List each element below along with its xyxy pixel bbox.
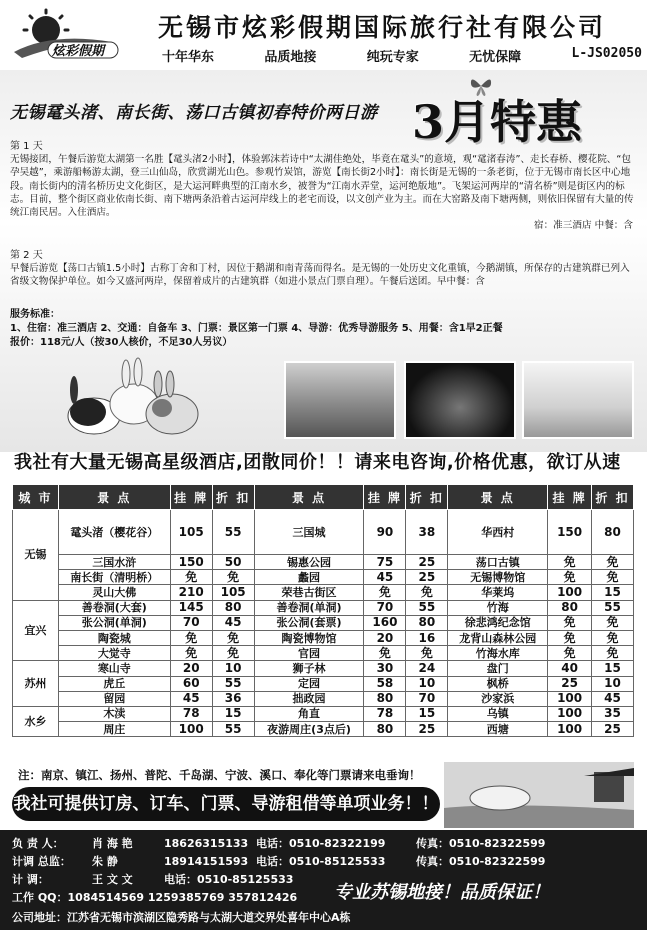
list-price-cell: 30: [364, 661, 406, 676]
list-price-cell: 45: [364, 570, 406, 585]
spot-cell: 荡口古镇: [448, 555, 548, 570]
discount-price-cell: 55: [592, 600, 634, 615]
spot-cell: 张公洞(单洞): [58, 615, 170, 630]
discount-price-cell: 25: [592, 722, 634, 737]
day2-text: 早餐后游览【荡口古镇1.5小时】古称丁舍和丁村，因位于鹅湖和南青荡而得名。是无锡的一处历史文化重镇，今鹅湖镇，所保存的古建筑群已列入省级文物保护单位。如今又盛河两岸，保留着成片的古建筑群（如进小景点门票自理）。午餐后送团。早中餐：含: [10, 263, 630, 288]
list-price-cell: 80: [364, 691, 406, 706]
spot-cell: 锡惠公园: [254, 555, 364, 570]
city-cell: 水乡: [13, 706, 59, 736]
spot-cell: 张公洞(套票): [254, 615, 364, 630]
list-price-cell: 100: [548, 706, 592, 721]
discount-price-cell: 16: [406, 630, 448, 645]
discount-price-cell: 免: [212, 570, 254, 585]
table-header-row: [13, 485, 634, 510]
footer-slogan: 专业苏锡地接！品质保证！: [334, 882, 550, 903]
list-price-cell: 90: [364, 510, 406, 555]
discount-price-cell: 10: [592, 676, 634, 691]
list-price-cell: 145: [170, 600, 212, 615]
contact-row-2: [12, 853, 545, 869]
table-row: [13, 676, 634, 691]
note-text: 注：南京、镇江、扬州、普陀、千岛湖、宁波、溪口、奉化等门票请来电垂询！: [18, 768, 421, 782]
list-price-cell: 免: [364, 585, 406, 600]
contact-mobile: 18626315133: [164, 837, 249, 850]
ticket-price-table: [12, 484, 634, 737]
spot-cell: 大觉寺: [58, 646, 170, 661]
spot-cell: 角直: [254, 706, 364, 721]
list-price-cell: 免: [548, 615, 592, 630]
list-price-cell: 100: [548, 585, 592, 600]
discount-price-cell: 55: [212, 676, 254, 691]
spot-cell: 木渎: [58, 706, 170, 721]
list-price-cell: 免: [170, 630, 212, 645]
list-price-cell: 免: [364, 646, 406, 661]
discount-price-cell: 免: [592, 630, 634, 645]
discount-price-cell: 50: [212, 555, 254, 570]
discount-price-cell: 10: [212, 661, 254, 676]
col-list-2: 挂 牌: [364, 485, 406, 510]
discount-price-cell: 25: [406, 570, 448, 585]
company-name: 无锡市炫彩假期国际旅行社有限公司: [158, 13, 607, 42]
contact-tel: 电话：0510-85125533: [256, 855, 386, 868]
discount-price-cell: 免: [592, 646, 634, 661]
list-price-cell: 60: [170, 676, 212, 691]
discount-price-cell: 免: [592, 570, 634, 585]
contact-label: 计 调：: [12, 873, 49, 886]
spot-cell: 竹海: [448, 600, 548, 615]
spot-cell: 华莱坞: [448, 585, 548, 600]
spot-cell: 夜游周庄(3点后): [254, 722, 364, 737]
discount-price-cell: 36: [212, 691, 254, 706]
discount-price-cell: 35: [592, 706, 634, 721]
discount-price-cell: 55: [212, 510, 254, 555]
table-row: [13, 722, 634, 737]
contact-name: 王 文 文: [92, 873, 133, 886]
contact-tel: 电话：0510-82322199: [256, 837, 386, 850]
city-cell: 无锡: [13, 510, 59, 601]
spot-cell: 西塘: [448, 722, 548, 737]
day1-footer: 宿：准三酒店 中餐：含: [534, 220, 633, 232]
spot-cell: 鼋头渚（樱花谷）: [58, 510, 170, 555]
header: [0, 0, 647, 70]
discount-price-cell: 80: [406, 615, 448, 630]
table-row: [13, 510, 634, 555]
spot-cell: 徐悲鸿纪念馆: [448, 615, 548, 630]
price-line: 报价：118元/人（按30人核价，不足30人另议）: [10, 337, 233, 348]
list-price-cell: 免: [548, 555, 592, 570]
list-price-cell: 70: [170, 615, 212, 630]
slogan-row: [162, 46, 642, 65]
discount-price-cell: 70: [406, 691, 448, 706]
contact-label: 负 责 人：: [12, 837, 64, 850]
table-row: [13, 615, 634, 630]
discount-price-cell: 45: [212, 615, 254, 630]
discount-price-cell: 25: [406, 555, 448, 570]
day1-text: 无锡接团，午餐后游览太湖第一名胜【鼋头渚2小时】，体验郭沫若诗中“太湖佳绝处，毕竟在鼋头”的意境，观“鼋渚春涛”、走长春桥、樱花院、“包孕吴越”，乘游船畅游太湖，登三山仙岛，欣赏湖光山色。参观竹炭馆，游览【南长街2小时】：南长街是无锡的一条老街，位于无锡市南长区中心地段。南长街内的清名桥历史文化街区，是大运河畔典型的江南水乡，被誉为“江南水弄堂，运河绝版地”。飞架运河两岸的“清名桥”则是街区内的标志。目前，整个街区商业依南长街、南下塘两条沿着古运河岸线上的老宅而设，以文创产业为主。而在大窑路及南下塘两侧，则依旧保留有大量的传统江南民居。入住酒店。: [10, 154, 634, 219]
spot-cell: 狮子林: [254, 661, 364, 676]
list-price-cell: 100: [548, 722, 592, 737]
list-price-cell: 免: [170, 570, 212, 585]
service-label: 服务标准：: [10, 309, 60, 320]
work-qq: 工作 QQ：1084514569 1259385769 357812426: [12, 891, 298, 904]
spot-cell: 官园: [254, 646, 364, 661]
contact-mobile: 18914151593: [164, 855, 249, 868]
list-price-cell: 78: [170, 706, 212, 721]
discount-price-cell: 免: [212, 646, 254, 661]
discount-price-cell: 25: [406, 722, 448, 737]
spot-cell: 虎丘: [58, 676, 170, 691]
discount-price-cell: 15: [592, 585, 634, 600]
spot-cell: 蠡园: [254, 570, 364, 585]
discount-price-cell: 45: [592, 691, 634, 706]
spot-cell: 盘门: [448, 661, 548, 676]
discount-price-cell: 80: [212, 600, 254, 615]
list-price-cell: 免: [548, 570, 592, 585]
spot-cell: 善卷洞(大套): [58, 600, 170, 615]
discount-price-cell: 免: [592, 615, 634, 630]
spot-cell: 枫桥: [448, 676, 548, 691]
table-row: [13, 630, 634, 645]
discount-price-cell: 10: [406, 676, 448, 691]
license-number: L-JS02050: [571, 46, 642, 61]
col-spot-1: 景 点: [58, 485, 170, 510]
list-price-cell: 210: [170, 585, 212, 600]
discount-price-cell: 免: [406, 585, 448, 600]
spot-cell: 乌镇: [448, 706, 548, 721]
list-price-cell: 58: [364, 676, 406, 691]
list-price-cell: 25: [548, 676, 592, 691]
col-spot-2: 景 点: [254, 485, 364, 510]
spot-cell: 周庄: [58, 722, 170, 737]
single-service-banner: 我社可提供订房、订车、门票、导游租借等单项业务！！: [12, 787, 440, 821]
list-price-cell: 160: [364, 615, 406, 630]
list-price-cell: 100: [548, 691, 592, 706]
company-address: 公司地址：江苏省无锡市滨湖区隐秀路与太湖大道交界处喜年中心A栋: [12, 911, 351, 924]
discount-price-cell: 15: [406, 706, 448, 721]
spot-cell: 南长街（清明桥）: [58, 570, 170, 585]
table-row: [13, 706, 634, 721]
spot-cell: 沙家浜: [448, 691, 548, 706]
service-standard: [10, 308, 637, 350]
spot-cell: 陶瓷博物馆: [254, 630, 364, 645]
list-price-cell: 70: [364, 600, 406, 615]
city-cell: 宜兴: [13, 600, 59, 661]
slogan-2: 品质地接: [264, 50, 317, 65]
list-price-cell: 免: [170, 646, 212, 661]
spot-cell: 留园: [58, 691, 170, 706]
contact-fax: 传真：0510-82322599: [416, 855, 546, 868]
list-price-cell: 78: [364, 706, 406, 721]
slogan-1: 十年华东: [162, 50, 215, 65]
promo-title: 无锡鼋头渚、南长街、荡口古镇初春特价两日游: [10, 103, 378, 123]
list-price-cell: 150: [170, 555, 212, 570]
day2-block: [10, 249, 637, 289]
discount-price-cell: 105: [212, 585, 254, 600]
table-row: [13, 570, 634, 585]
list-price-cell: 20: [364, 630, 406, 645]
contact-name: 朱 静: [92, 855, 118, 868]
city-cell: 苏州: [13, 661, 59, 707]
rabbits-image: [54, 350, 204, 440]
discount-price-cell: 55: [212, 722, 254, 737]
photo-night-building: [404, 361, 516, 439]
table-row: [13, 585, 634, 600]
col-spot-3: 景 点: [448, 485, 548, 510]
special-offer-title: 3月特惠: [412, 95, 583, 149]
discount-price-cell: 24: [406, 661, 448, 676]
contact-name: 肖 海 艳: [92, 837, 133, 850]
logo-text: 炫彩假期: [52, 44, 105, 59]
col-disc-1: 折 扣: [212, 485, 254, 510]
list-price-cell: 80: [548, 600, 592, 615]
col-disc-2: 折 扣: [406, 485, 448, 510]
photo-ancient-gate: [522, 361, 634, 439]
col-list-1: 挂 牌: [170, 485, 212, 510]
list-price-cell: 20: [170, 661, 212, 676]
company-logo: [12, 8, 152, 64]
spot-cell: 三国水浒: [58, 555, 170, 570]
spot-cell: 定园: [254, 676, 364, 691]
photo-garden-bridge: [284, 361, 396, 439]
spot-cell: 竹海水库: [448, 646, 548, 661]
list-price-cell: 150: [548, 510, 592, 555]
spot-cell: 三国城: [254, 510, 364, 555]
list-price-cell: 45: [170, 691, 212, 706]
discount-price-cell: 免: [406, 646, 448, 661]
list-price-cell: 100: [170, 722, 212, 737]
contact-label: 计调 总监：: [12, 855, 71, 868]
service-line: 1、住宿：准三酒店 2、交通：自备车 3、门票：景区第一门票 4、导游：优秀导游服务 5、用餐：含1早2正餐: [10, 323, 503, 334]
spot-cell: 无锡博物馆: [448, 570, 548, 585]
photo-lake-rock: [444, 762, 634, 828]
day2-label: 第 2 天: [10, 250, 43, 261]
spot-cell: 寒山寺: [58, 661, 170, 676]
spot-cell: 灵山大佛: [58, 585, 170, 600]
table-row: [13, 600, 634, 615]
contact-fax: 传真：0510-82322599: [416, 837, 546, 850]
discount-price-cell: 80: [592, 510, 634, 555]
col-disc-3: 折 扣: [592, 485, 634, 510]
discount-price-cell: 免: [592, 555, 634, 570]
discount-price-cell: 55: [406, 600, 448, 615]
spot-cell: 华西村: [448, 510, 548, 555]
discount-price-cell: 免: [212, 630, 254, 645]
table-row: [13, 691, 634, 706]
contact-row-1: [12, 835, 545, 851]
list-price-cell: 免: [548, 646, 592, 661]
discount-price-cell: 38: [406, 510, 448, 555]
list-price-cell: 免: [548, 630, 592, 645]
spot-cell: 拙政园: [254, 691, 364, 706]
list-price-cell: 105: [170, 510, 212, 555]
slogan-3: 纯玩专家: [366, 50, 419, 65]
table-row: [13, 555, 634, 570]
slogan-4: 无忧保障: [469, 50, 522, 65]
discount-price-cell: 15: [592, 661, 634, 676]
col-list-3: 挂 牌: [548, 485, 592, 510]
spot-cell: 陶瓷城: [58, 630, 170, 645]
spot-cell: 龙背山森林公园: [448, 630, 548, 645]
day1-block: [10, 140, 637, 232]
spot-cell: 荣巷古街区: [254, 585, 364, 600]
list-price-cell: 40: [548, 661, 592, 676]
spot-cell: 善卷洞(单洞): [254, 600, 364, 615]
table-row: [13, 661, 634, 676]
table-row: [13, 646, 634, 661]
discount-price-cell: 15: [212, 706, 254, 721]
list-price-cell: 75: [364, 555, 406, 570]
list-price-cell: 80: [364, 722, 406, 737]
contact-tel: 电话：0510-85125533: [164, 873, 294, 886]
col-city: 城 市: [13, 485, 59, 510]
table-body: [13, 510, 634, 737]
contact-row-3: [12, 871, 293, 887]
hotel-banner: 我社有大量无锡高星级酒店,团散同价！！请来电咨询,价格优惠，欲订从速: [14, 452, 621, 473]
day1-label: 第 1 天: [10, 141, 43, 152]
